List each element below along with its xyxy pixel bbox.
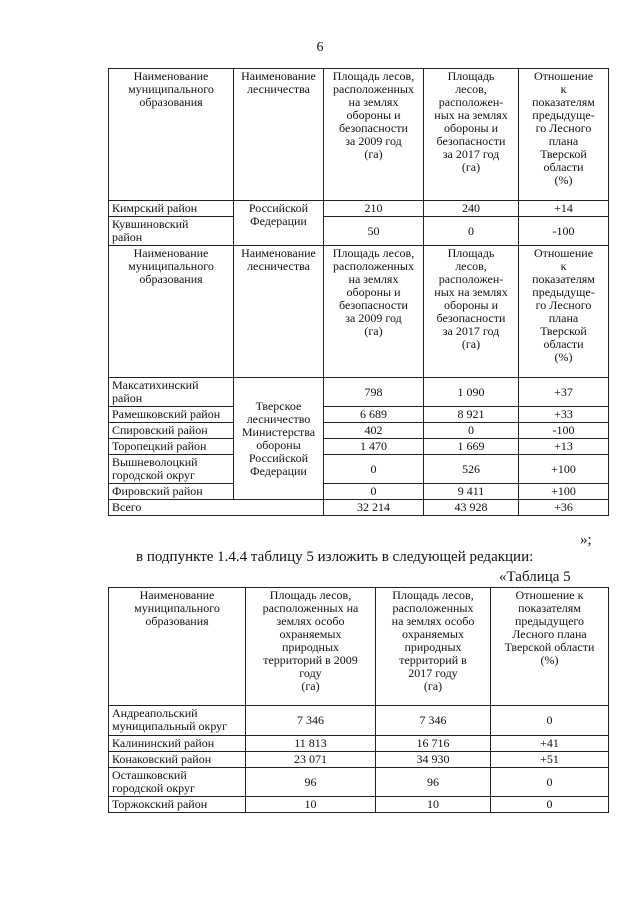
page-number: 6 (316, 40, 324, 55)
cell-2009: 11 813 (246, 736, 376, 752)
cell-2009: 6 689 (324, 407, 424, 423)
cell-2017: 9 411 (424, 484, 519, 500)
row-name: Калининский район (109, 736, 246, 752)
header-ratio: Отношение к показателям предыдуще- го Лесного плана Тверской области (%) (519, 246, 609, 378)
row-name: Рамешковский район (109, 407, 234, 423)
header-area-2009: Площадь лесов, расположенных на землях обороны и безопасности за 2009 год (га) (324, 246, 424, 378)
table-row (109, 407, 609, 423)
cell-2017: 0 (424, 423, 519, 439)
table-5-label: «Таблица 5 (499, 569, 571, 585)
table-row (109, 378, 609, 407)
cell-2017: 16 716 (376, 736, 491, 752)
table-row (109, 736, 609, 752)
row-name: Кимрский район (109, 201, 234, 217)
header-municipality: Наименование муниципального образования (109, 69, 234, 201)
forest-defense-lands-table (108, 68, 609, 516)
table-row (109, 423, 609, 439)
cell-2017: 8 921 (424, 407, 519, 423)
forestry-name: Тверское лесничество Министерства обороны Российской Федерации (234, 378, 324, 500)
cell-2009: 402 (324, 423, 424, 439)
header-area-2017: Площадь лесов, расположен- ных на землях обороны и безопасности за 2017 год (га) (424, 69, 519, 201)
cell-ratio: 0 (491, 706, 609, 736)
header-municipality: Наименование муниципального образования (109, 246, 234, 378)
table-row (109, 455, 609, 484)
cell-2017: 1 090 (424, 378, 519, 407)
row-name: Спировский район (109, 423, 234, 439)
cell-2009: 7 346 (246, 706, 376, 736)
closing-quote: »; (580, 532, 592, 548)
table-total-row (109, 500, 609, 516)
total-2017: 43 928 (424, 500, 519, 516)
row-name: Кувшиновский район (109, 217, 234, 246)
cell-ratio: +100 (519, 455, 609, 484)
cell-ratio: +14 (519, 201, 609, 217)
table-header-row (109, 588, 609, 706)
table-row (109, 706, 609, 736)
header-ratio: Отношение к показателям предыдущего Лесного плана Тверской области (%) (491, 588, 609, 706)
table-row (109, 768, 609, 797)
cell-2009: 96 (246, 768, 376, 797)
table-row (109, 439, 609, 455)
header-ratio: Отношение к показателям предыдуще- го Лесного плана Тверской области (%) (519, 69, 609, 201)
cell-2017: 240 (424, 201, 519, 217)
row-name: Фировский район (109, 484, 234, 500)
cell-ratio: +51 (491, 752, 609, 768)
table-row (109, 797, 609, 813)
cell-2009: 1 470 (324, 439, 424, 455)
cell-2017: 96 (376, 768, 491, 797)
cell-2017: 526 (424, 455, 519, 484)
table-header-row (109, 69, 609, 201)
cell-ratio: -100 (519, 217, 609, 246)
header-forestry: Наименование лесничества (234, 246, 324, 378)
cell-ratio: +37 (519, 378, 609, 407)
cell-ratio: -100 (519, 423, 609, 439)
cell-2009: 0 (324, 455, 424, 484)
cell-2017: 1 669 (424, 439, 519, 455)
table-row (109, 217, 609, 246)
cell-2017: 10 (376, 797, 491, 813)
cell-2009: 798 (324, 378, 424, 407)
cell-ratio: +13 (519, 439, 609, 455)
cell-ratio: 0 (491, 768, 609, 797)
amendment-text: в подпункте 1.4.4 таблицу 5 изложить в следующей редакции: (136, 549, 534, 565)
cell-2017: 0 (424, 217, 519, 246)
row-name: Андреапольский муниципальный округ (109, 706, 246, 736)
header-forestry: Наименование лесничества (234, 69, 324, 201)
row-name: Конаковский район (109, 752, 246, 768)
total-ratio: +36 (519, 500, 609, 516)
header-area-2009: Площадь лесов, расположенных на землях обороны и безопасности за 2009 год (га) (324, 69, 424, 201)
row-name: Торопецкий район (109, 439, 234, 455)
cell-ratio: +100 (519, 484, 609, 500)
forestry-name: Российской Федерации (234, 201, 324, 246)
table-header-row (109, 246, 609, 378)
total-label: Всего (109, 500, 324, 516)
row-name: Максатихинский район (109, 378, 234, 407)
header-area-2017: Площадь лесов, расположенных на землях особо охраняемых природных территорий в 2017 году (га) (376, 588, 491, 706)
cell-2009: 50 (324, 217, 424, 246)
cell-2009: 10 (246, 797, 376, 813)
cell-ratio: +41 (491, 736, 609, 752)
header-area-2009: Площадь лесов, расположенных на землях особо охраняемых природных территорий в 2009 году (га) (246, 588, 376, 706)
cell-2009: 0 (324, 484, 424, 500)
cell-2017: 7 346 (376, 706, 491, 736)
table-row (109, 484, 609, 500)
cell-ratio: +33 (519, 407, 609, 423)
cell-2017: 34 930 (376, 752, 491, 768)
total-2009: 32 214 (324, 500, 424, 516)
table-row (109, 752, 609, 768)
forest-protected-areas-table (108, 587, 609, 813)
row-name: Торжокский район (109, 797, 246, 813)
row-name: Осташковский городской округ (109, 768, 246, 797)
header-municipality: Наименование муниципального образования (109, 588, 246, 706)
table-row (109, 201, 609, 217)
row-name: Вышневолоцкий городской округ (109, 455, 234, 484)
cell-2009: 210 (324, 201, 424, 217)
cell-2009: 23 071 (246, 752, 376, 768)
cell-ratio: 0 (491, 797, 609, 813)
header-area-2017: Площадь лесов, расположен- ных на землях обороны и безопасности за 2017 год (га) (424, 246, 519, 378)
